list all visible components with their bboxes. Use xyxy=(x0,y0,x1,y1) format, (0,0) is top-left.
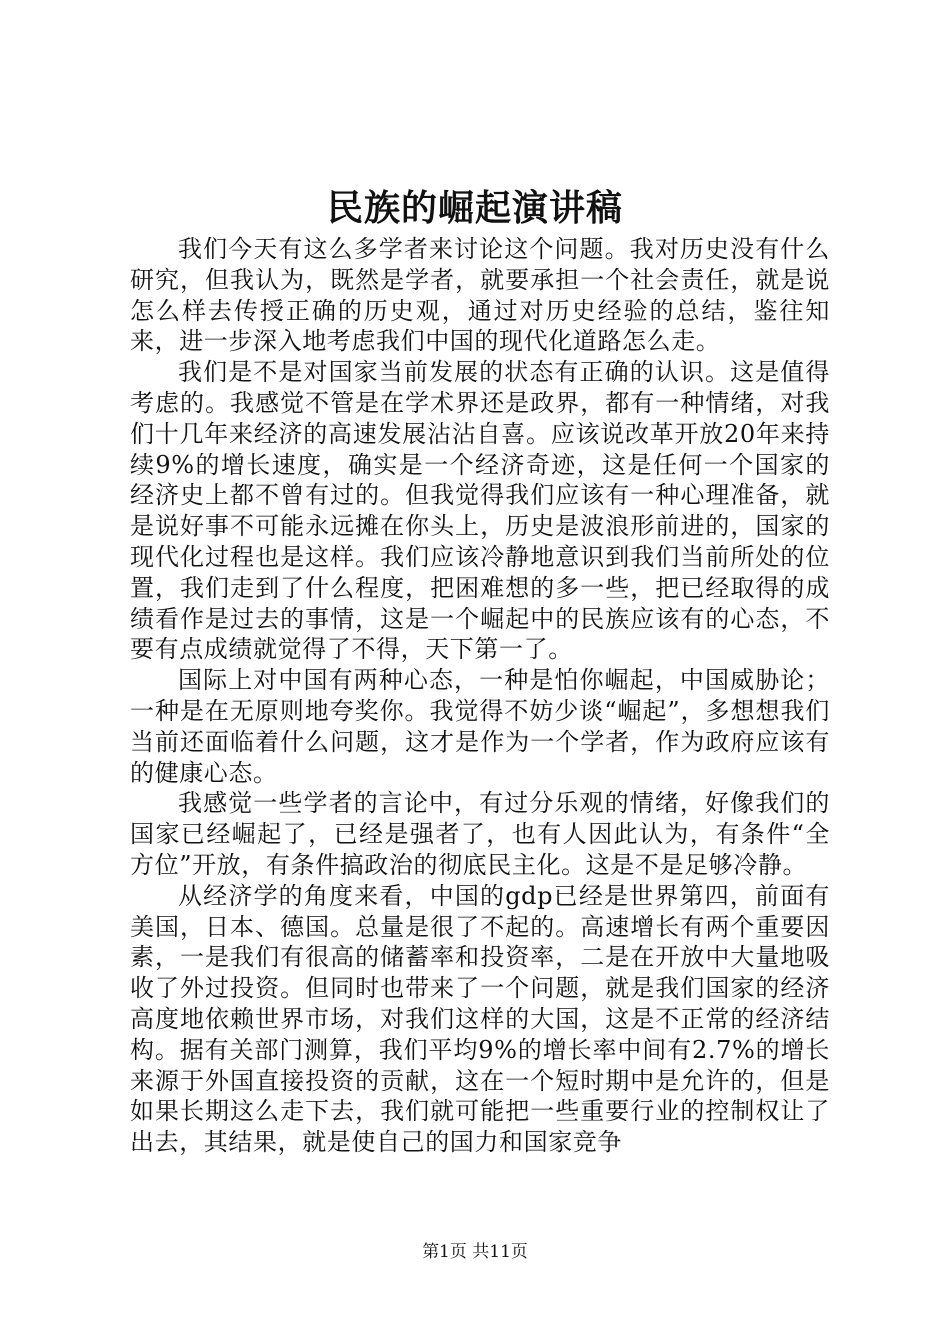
paragraph: 从经济学的角度来看，中国的gdp已经是世界第四，前面有美国，日本、德国。总量是很了不起的。高速增长有两个重要因素，一是我们有很高的储蓄率和投资率，二是在开放中大量地吸收了外过投资。但同时也带来了一个问题，就是我们国家的经济高度地依赖世界市场，对我们这样的大国，这是不正常的经济结构。据有关部门测算，我们平均9%的增长率中间有2.7%的增长来源于外国直接投资的贡献，这在一个短时期中是允许的，但是如果长期这么走下去，我们就可能把一些重要行业的控制权让了出去，其结果，就是使自己的国力和国家竞争 xyxy=(130,881,830,1157)
paragraph: 国际上对中国有两种心态，一种是怕你崛起，中国威胁论；一种是在无原则地夸奖你。我觉得不妨少谈“崛起”，多想想我们当前还面临着什么问题，这才是作为一个学者，作为政府应该有的健康心态。 xyxy=(130,666,830,787)
paragraph: 我们今天有这么多学者来讨论这个问题。我对历史没有什么研究，但我认为，既然是学者，就要承担一个社会责任，就是说怎么样去传授正确的历史观，通过对历史经验的总结，鉴往知来，进一步深入地考虑我们中国的现代化道路怎么走。 xyxy=(130,235,830,356)
paragraph: 我们是不是对国家当前发展的状态有正确的认识。这是值得考虑的。我感觉不管是在学术界还是政界，都有一种情绪，对我们十几年来经济的高速发展沾沾自喜。应该说改革开放20年来持续9%的增长速度，确实是一个经济奇迹，这是任何一个国家的经济史上都不曾有过的。但我觉得我们应该有一种心理准备，就是说好事不可能永远摊在你头上，历史是波浪形前进的，国家的现代化过程也是这样。我们应该冷静地意识到我们当前所处的位置，我们走到了什么程度，把困难想的多一些，把已经取得的成绩看作是过去的事情，这是一个崛起中的民族应该有的心态，不要有点成绩就觉得了不得，天下第一了。 xyxy=(130,358,830,664)
document-body xyxy=(130,234,830,1184)
paragraph: 我感觉一些学者的言论中，有过分乐观的情绪，好像我们的国家已经崛起了，已经是强者了，也有人因此认为，有条件“全方位”开放，有条件搞政治的彻底民主化。这是不是足够冷静。 xyxy=(130,789,830,879)
document-title: 民族的崛起演讲稿 xyxy=(326,187,623,229)
page-number-footer: 第1页 共11页 xyxy=(422,1242,528,1262)
